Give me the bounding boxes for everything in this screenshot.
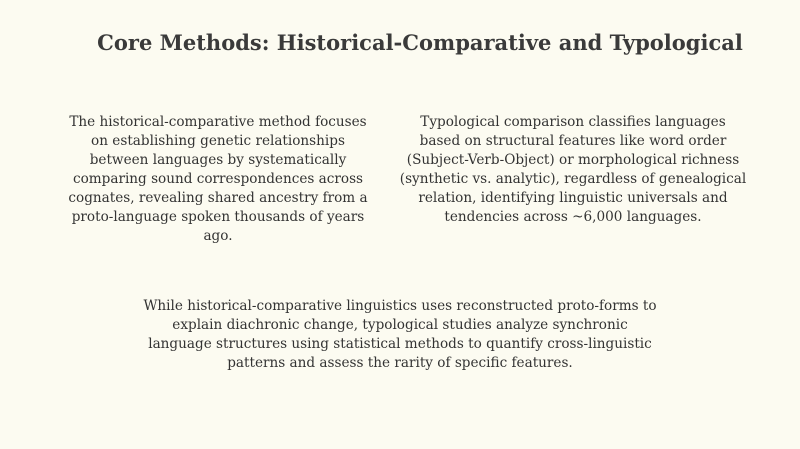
slide-title: Core Methods: Historical-Comparative and Typological (97, 30, 743, 55)
historical-comparative-paragraph: The historical-comparative method focuses on establishing genetic relationships between languages by systematically comparing sound correspondences across cognates, revealing shared ancestry from a proto-language spoken thousands of years ago. (68, 114, 368, 244)
summary-paragraph: While historical-comparative linguistics uses reconstructed proto-forms to explain diachronic change, typological studies analyze synchronic language structures using statistical methods to quantify cross-linguistic patterns and assess the rarity of specific features. (143, 298, 657, 371)
typological-paragraph: Typological comparison classifies languages based on structural features like word order (Subject-Verb-Object) or morphological richness (synthetic vs. analytic), regardless of genealogical relation, identifying linguistic universals and tendencies across ~6,000 languages. (399, 114, 747, 225)
